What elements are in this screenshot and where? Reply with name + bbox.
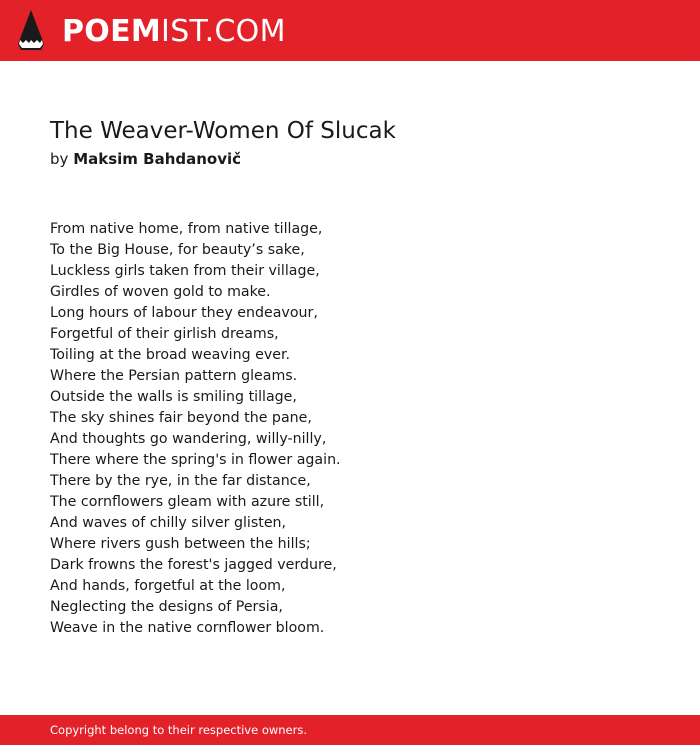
site-logo[interactable] (62, 12, 286, 52)
poem-line: From native home, from native tillage, (50, 221, 323, 237)
site-header (0, 0, 700, 61)
poem-author: Maksim Bahdanovič (73, 150, 242, 168)
poem-line: The cornflowers gleam with azure still, (50, 494, 325, 510)
poem-line: Neglecting the designs of Persia, (50, 599, 283, 615)
site-footer (0, 715, 700, 745)
poem-line: Toiling at the broad weaving ever. (50, 347, 291, 363)
by-label: by (50, 150, 69, 168)
poem-line: Outside the walls is smiling tillage, (50, 389, 297, 405)
poem-byline (50, 149, 241, 169)
poem-line: There where the spring's in flower again. (50, 452, 341, 468)
poem-line: Where the Persian pattern gleams. (50, 368, 298, 384)
poem-body (50, 219, 341, 639)
poem-line: There by the rye, in the far distance, (50, 473, 311, 489)
logo-text-bold: POEM (62, 14, 162, 49)
poem-line: Luckless girls taken from their village, (50, 263, 320, 279)
poem-line: Where rivers gush between the hills; (50, 536, 311, 552)
poem-line: To the Big House, for beauty’s sake, (50, 242, 305, 258)
poem-line: Girdles of woven gold to make. (50, 284, 271, 300)
poem-line: And waves of chilly silver glisten, (50, 515, 287, 531)
poem-line: Dark frowns the forest's jagged verdure, (50, 557, 337, 573)
poem-line: The sky shines fair beyond the pane, (50, 410, 312, 426)
poem-line: And thoughts go wandering, willy-nilly, (50, 431, 327, 447)
poem-line: Long hours of labour they endeavour, (50, 305, 318, 321)
poem-title: The Weaver-Women Of Slucak (50, 118, 396, 144)
poem-line: And hands, forgetful at the loom, (50, 578, 286, 594)
poem-line: Forgetful of their girlish dreams, (50, 326, 279, 342)
poem-line: Weave in the native cornflower bloom. (50, 620, 325, 636)
logo-text-light: IST.COM (161, 14, 286, 49)
footer-copyright: Copyright belong to their respective owners. (50, 723, 308, 737)
pencil-icon[interactable] (18, 10, 44, 51)
